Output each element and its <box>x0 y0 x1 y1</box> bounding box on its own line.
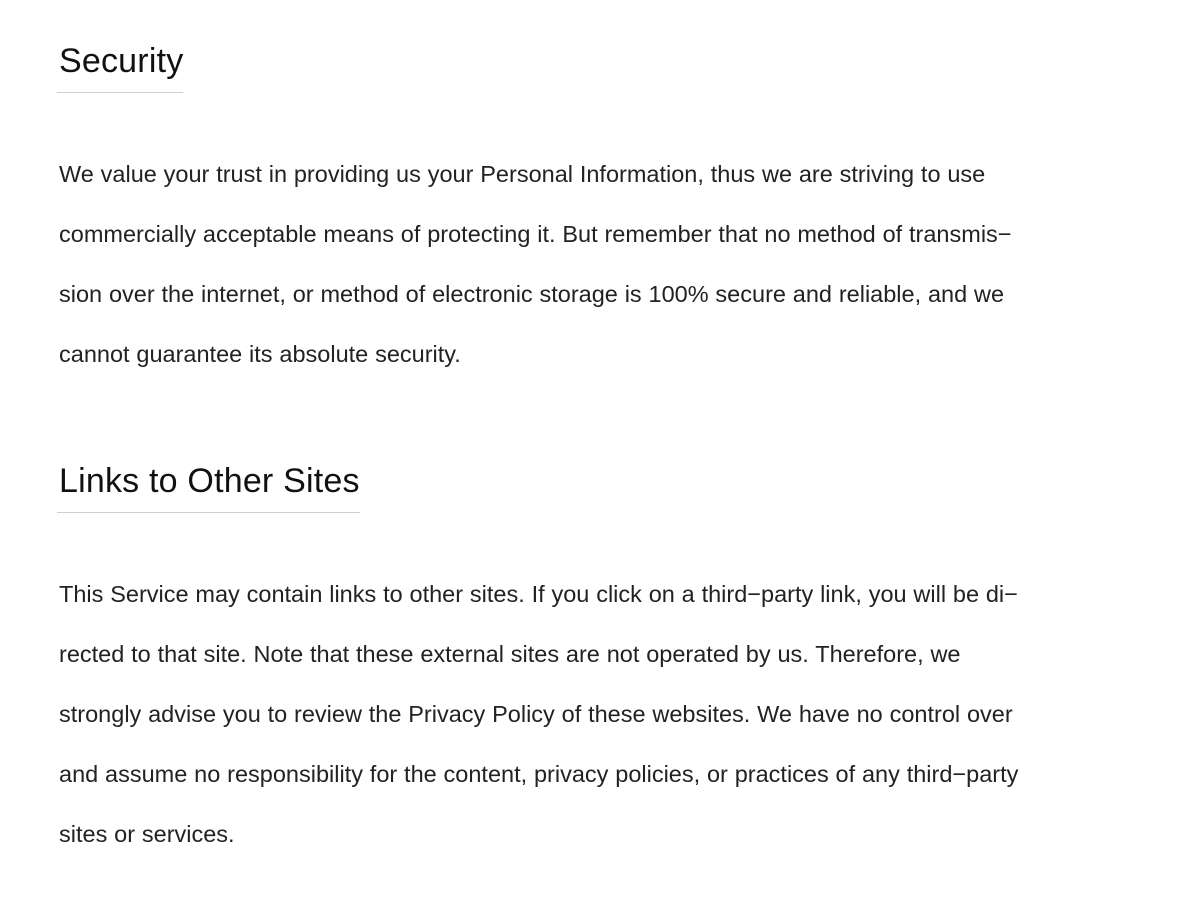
links-to-other-sites-heading: Links to Other Sites <box>57 460 360 513</box>
links-paragraph-line: sites or services. <box>59 821 235 847</box>
links-paragraph-line: strongly advise you to review the Privacy Policy of these websites. We have no control over <box>59 701 1013 727</box>
security-section <box>59 40 1129 384</box>
security-heading: Security <box>57 40 183 93</box>
links-paragraph-line: and assume no responsibility for the content, privacy policies, or practices of any third−party <box>59 761 1019 787</box>
security-paragraph <box>59 144 1129 384</box>
links-paragraph <box>59 564 1129 864</box>
security-paragraph-line: We value your trust in providing us your Personal Information, thus we are striving to use <box>59 161 986 187</box>
links-paragraph-line: This Service may contain links to other sites. If you click on a third−party link, you will be di− <box>59 581 1018 607</box>
links-to-other-sites-section <box>59 460 1129 864</box>
security-paragraph-line: cannot guarantee its absolute security. <box>59 341 461 367</box>
security-paragraph-line: sion over the internet, or method of electronic storage is 100% secure and reliable, and we <box>59 281 1005 307</box>
security-paragraph-line: commercially acceptable means of protecting it. But remember that no method of transmis− <box>59 221 1012 247</box>
links-paragraph-line: rected to that site. Note that these external sites are not operated by us. Therefore, we <box>59 641 961 667</box>
